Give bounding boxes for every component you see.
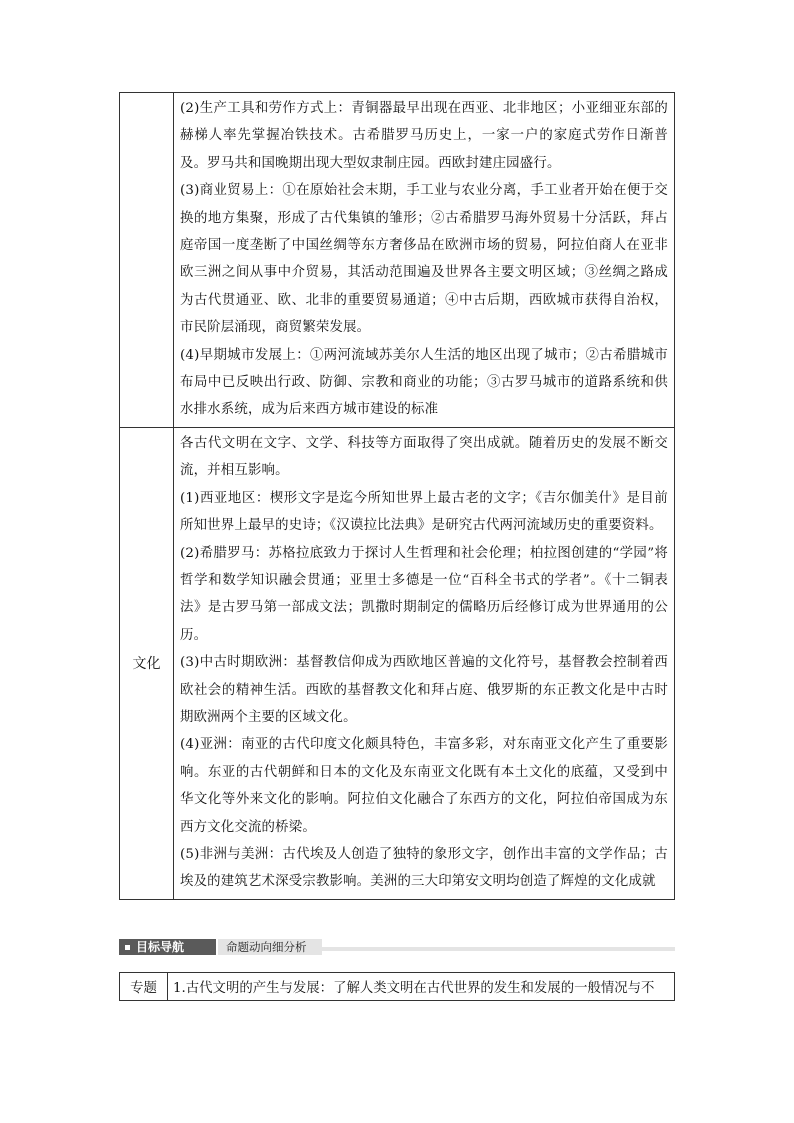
nav-subtitle: 命题动向细分析 — [218, 939, 322, 955]
culture-content-cell — [174, 427, 675, 899]
economy-label-cell — [120, 93, 174, 428]
asia-paragraph: (4)亚洲：南亚的古代印度文化颇具特色，丰富多彩，对东南亚文化产生了重要影响。东亚的古代朝鲜和日本的文化及东南亚文化既有本土文化的底蕴，又受到中华文化等外来文化的影响。阿拉伯文化融合了东西方的文化，阿拉伯帝国成为东西方文化交流的桥梁。 — [180, 737, 668, 835]
nav-divider — [322, 947, 675, 951]
greece-rome-paragraph: (2)希腊罗马：苏格拉底致力于探讨人生哲理和社会伦理；柏拉图创建的“学园”将哲学和数学知识融会贯通；亚里士多德是一位“百科全书式的学者”。《十二铜表法》是古罗马第一部成文法；凯撒时期制定的儒略历后经修订成为世界通用的公历。 — [180, 545, 668, 643]
culture-intro-paragraph: 各古代文明在文字、文学、科技等方面取得了突出成就。随着历史的发展不断交流，并相互影响。 — [180, 435, 668, 479]
medieval-europe-paragraph: (3)中古时期欧洲：基督教信仰成为西欧地区普遍的文化符号，基督教会控制着西欧社会的精神生活。西欧的基督教文化和拜占庭、俄罗斯的东正教文化是中古时期欧洲两个主要的区域文化。 — [180, 655, 668, 725]
economy-content-cell — [174, 93, 675, 428]
summary-table — [119, 92, 675, 900]
africa-america-paragraph: (5)非洲与美洲：古代埃及人创造了独特的象形文字，创作出丰富的文学作品；古埃及的建筑艺术深受宗教影响。美洲的三大印第安文明均创造了辉煌的文化成就 — [180, 846, 668, 890]
square-bullet-icon — [125, 945, 130, 950]
culture-label: 文化 — [120, 427, 174, 899]
nav-title-block — [119, 939, 216, 955]
culture-row — [120, 427, 675, 899]
topic-row — [120, 973, 675, 1001]
topic-label: 专题 — [120, 973, 168, 1001]
nav-title: 目标导航 — [136, 940, 185, 954]
topic-table — [119, 972, 675, 1001]
cities-paragraph: (4)早期城市发展上：①两河流域苏美尔人生活的地区出现了城市；②古希腊城市布局中已反映出行政、防御、宗教和商业的功能；③古罗马城市的道路系统和供水排水系统，成为后来西方城市建设的标准 — [180, 347, 668, 418]
production-tools-paragraph: (2)生产工具和劳作方式上：青铜器最早出现在西亚、北非地区；小亚细亚东部的赫梯人率先掌握冶铁技术。古希腊罗马历史上，一家一户的家庭式劳作日渐普及。罗马共和国晚期出现大型奴隶制庄园。西欧封建庄园盛行。 — [180, 101, 668, 171]
target-navigation-header — [119, 937, 675, 957]
west-asia-paragraph: (1)西亚地区：楔形文字是迄今所知世界上最古老的文字；《吉尔伽美什》是目前所知世界上最早的史诗；《汉谟拉比法典》是研究古代两河流域历史的重要资料。 — [180, 490, 668, 534]
topic-text: 1.古代文明的产生与发展：了解人类文明在古代世界的发生和发展的一般情况与不 — [168, 973, 675, 1001]
economy-row — [120, 93, 675, 428]
commerce-paragraph: (3)商业贸易上：①在原始社会末期，手工业与农业分离，手工业者开始在便于交换的地方集聚，形成了古代集镇的雏形；②古希腊罗马海外贸易十分活跃，拜占庭帝国一度垄断了中国丝绸等东方奢侈品在欧洲市场的贸易，阿拉伯商人在亚非欧三洲之间从事中介贸易，其活动范围遍及世界各主要文明区域；③丝绸之路成为古代贯通亚、欧、北非的重要贸易通道；④中古后期，西欧城市获得自治权，市民阶层涌现，商贸繁荣发展。 — [180, 183, 668, 336]
